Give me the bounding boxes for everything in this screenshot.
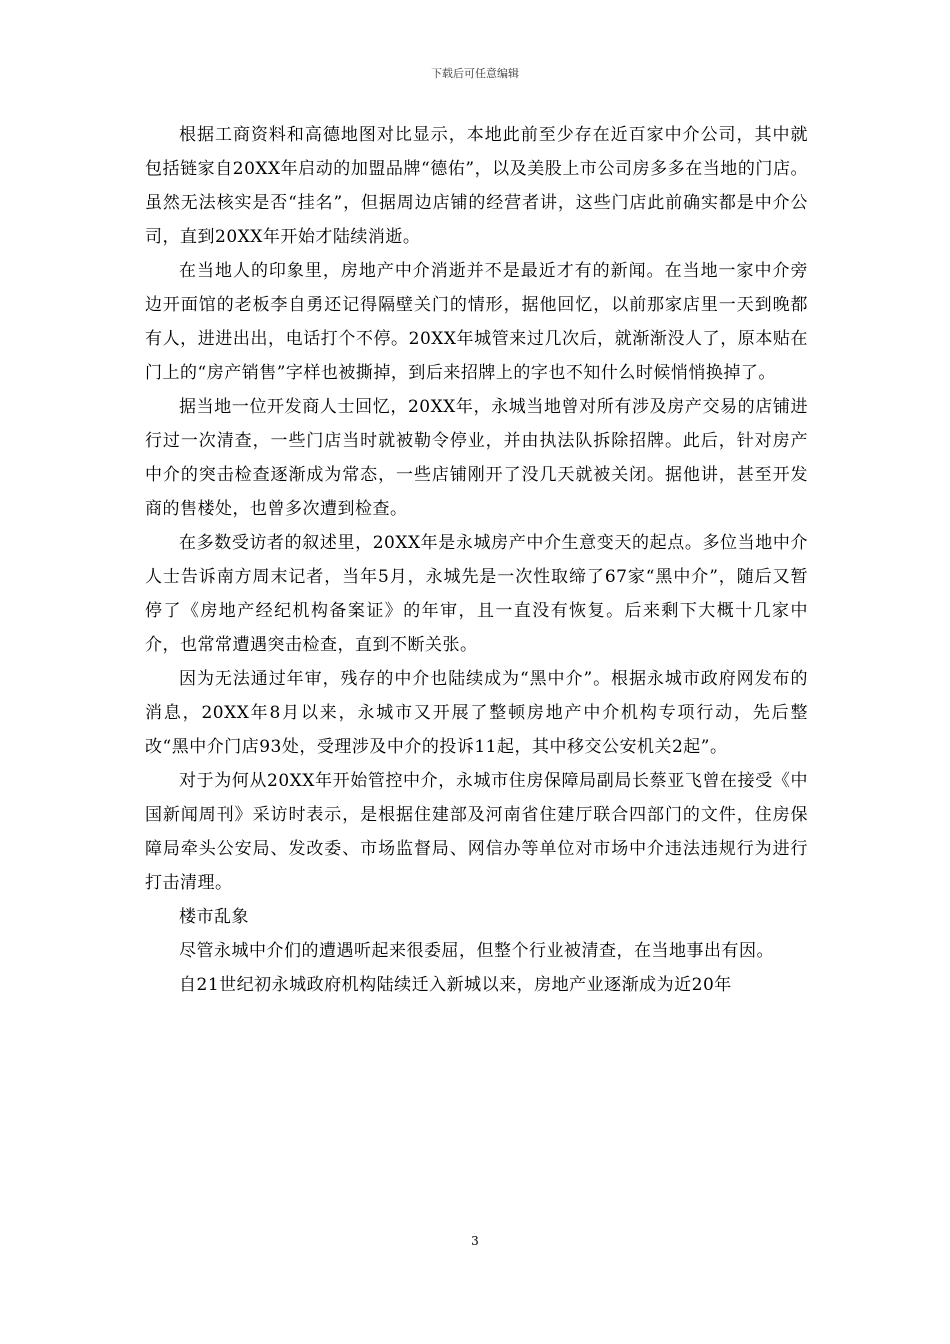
paragraph: 自21世纪初永城政府机构陆续迁入新城以来，房地产业逐渐成为近20年 bbox=[179, 975, 732, 995]
paragraph: 据当地一位开发商人士回忆，20XX年，永城当地曾对所有涉及房产交易的店铺进行过一次清查，一些门店当时就被勒令停业，并由执法队拆除招牌。此后，针对房产中介的突击检查逐渐成为常态，一些店铺刚开了没几天就被关闭。据他讲，甚至开发商的售楼处，也曾多次遭到检查。 bbox=[145, 397, 808, 519]
paragraph: 因为无法通过年审，残存的中介也陆续成为“黑中介”。根据永城市政府网发布的消息，20XX年8月以来，永城市又开展了整顿房地产中介机构专项行动，先后整改“黑中介门店93处，受理涉及中介的投诉11起，其中移交公安机关2起”。 bbox=[145, 669, 808, 757]
section-heading: 楼市乱象 bbox=[179, 907, 249, 927]
paragraph: 对于为何从20XX年开始管控中介，永城市住房保障局副局长蔡亚飞曾在接受《中国新闻周刊》采访时表示，是根据住建部及河南省住建厅联合四部门的文件，住房保障局牵头公安局、发改委、市场监督局、网信办等单位对市场中介违法违规行为进行打击清理。 bbox=[145, 771, 808, 893]
page-header: 下载后可任意编辑 bbox=[431, 67, 519, 80]
paragraph: 在当地人的印象里，房地产中介消逝并不是最近才有的新闻。在当地一家中介旁边开面馆的老板李自勇还记得隔壁关门的情形，据他回忆，以前那家店里一天到晚都有人，进进出出，电话打个不停。20XX年城管来过几次后，就渐渐没人了，原本贴在门上的“房产销售”字样也被撕掉，到后来招牌上的字也不知什么时候悄悄换掉了。 bbox=[145, 261, 808, 383]
page-number: 3 bbox=[471, 1234, 479, 1248]
paragraph: 根据工商资料和高德地图对比显示，本地此前至少存在近百家中介公司，其中就包括链家自20XX年启动的加盟品牌“德佑”，以及美股上市公司房多多在当地的门店。虽然无法核实是否“挂名”，但据周边店铺的经营者讲，这些门店此前确实都是中介公司，直到20XX年开始才陆续消逝。 bbox=[145, 125, 808, 247]
document-body bbox=[145, 118, 808, 1002]
paragraph: 尽管永城中介们的遭遇听起来很委屈，但整个行业被清查，在当地事出有因。 bbox=[179, 941, 774, 961]
paragraph: 在多数受访者的叙述里，20XX年是永城房产中介生意变天的起点。多位当地中介人士告诉南方周末记者，当年5月，永城先是一次性取缔了67家“黑中介”，随后又暂停了《房地产经纪机构备案证》的年审，且一直没有恢复。后来剩下大概十几家中介，也常常遭遇突击检查，直到不断关张。 bbox=[145, 533, 808, 655]
